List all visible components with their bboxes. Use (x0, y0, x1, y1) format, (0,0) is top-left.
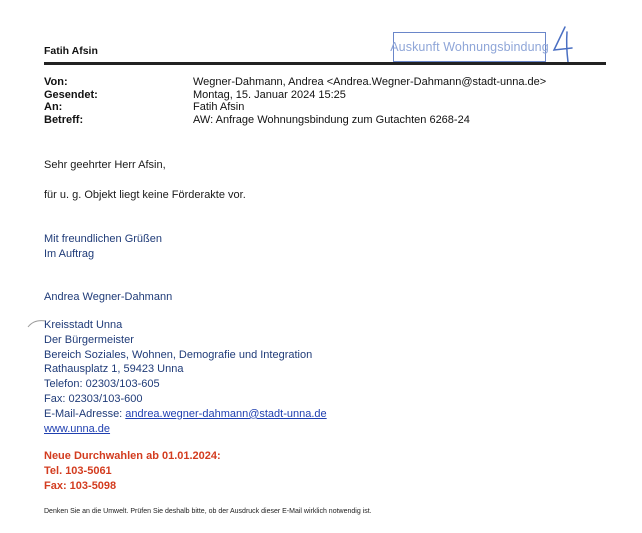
email-link[interactable]: andrea.wegner-dahmann@stadt-unna.de (125, 407, 327, 420)
header-rule (44, 62, 606, 65)
closing-line: Mit freundlichen Grüßen (44, 233, 162, 245)
meta-label-subject: Betreff: (44, 113, 84, 126)
org-line: Fax: 02303/103-600 (44, 392, 143, 405)
closing (44, 232, 162, 262)
notice-line: Fax: 103-5098 (44, 479, 117, 492)
stamp-box (390, 32, 549, 62)
stamp-text: Auskunft Wohnungsbindung (390, 40, 549, 54)
meta-value-to: Fatih Afsin (193, 101, 245, 113)
meta-value-sent: Montag, 15. Januar 2024 15:25 (193, 88, 346, 101)
closing-line: Im Auftrag (44, 247, 95, 260)
org-line: Kreisstadt Unna (44, 319, 123, 331)
notice-line: Tel. 103-5061 (44, 464, 112, 477)
email-label: E-Mail-Adresse: (44, 407, 126, 420)
sender-name: Fatih Afsin (44, 45, 98, 57)
organization-block (44, 318, 327, 436)
notice-line: Neue Durchwahlen ab 01.01.2024: (44, 450, 221, 462)
notice-block (44, 449, 221, 493)
meta-label-to: An: (44, 101, 63, 113)
org-line: Der Bürgermeister (44, 333, 134, 346)
meta-label-from: Von: (44, 76, 68, 88)
meta-label-sent: Gesendet: (44, 88, 98, 101)
signature-name: Andrea Wegner-Dahmann (44, 291, 173, 303)
meta-values (193, 76, 546, 126)
org-line: Telefon: 02303/103-605 (44, 378, 160, 391)
org-line: Rathausplatz 1, 59423 Unna (44, 363, 184, 376)
meta-value-subject: AW: Anfrage Wohnungsbindung zum Gutachten 6268-24 (193, 113, 470, 126)
meta-labels (44, 76, 98, 126)
org-line: Bereich Soziales, Wohnen, Demografie und Integration (44, 348, 313, 361)
handwritten-mark (550, 24, 578, 64)
email-line (44, 407, 327, 422)
meta-value-from: Wegner-Dahmann, Andrea <Andrea.Wegner-Dahmann@stadt-unna.de> (193, 76, 547, 88)
website-link[interactable]: www.unna.de (44, 422, 111, 435)
message-text: für u. g. Objekt liegt keine Förderakte vor. (44, 189, 246, 201)
greeting: Sehr geehrter Herr Afsin, (44, 159, 166, 171)
footer-note: Denken Sie an die Umwelt. Prüfen Sie deshalb bitte, ob der Ausdruck dieser E-Mail wirklich notwendig ist. (44, 508, 372, 515)
